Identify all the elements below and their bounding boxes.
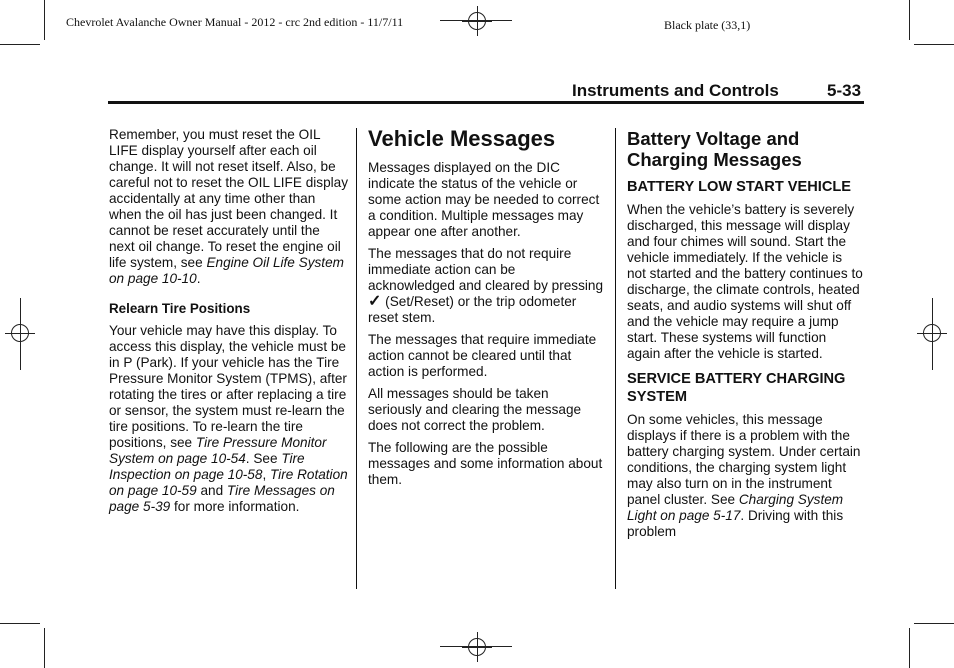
- column-1: [109, 127, 349, 521]
- crop-mark: [44, 0, 45, 40]
- crop-mark: [909, 0, 910, 40]
- column-3: [627, 128, 863, 546]
- cross-reference: Tire Messages on page 5-39: [109, 483, 335, 514]
- crop-mark: [909, 628, 910, 668]
- column-divider: [615, 128, 616, 589]
- paragraph: The messages that do not require immediate action can be acknowledged and cleared by pressing ✓ (Set/Reset) or the trip odometer reset stem.: [368, 246, 604, 325]
- battery-voltage-heading: Battery Voltage and Charging Messages: [627, 128, 802, 170]
- header-rule: [108, 101, 864, 104]
- paragraph: On some vehicles, this message displays if there is a problem with the battery charging system. Under certain conditions, the charging system light may also turn on in the instrument panel cluster. See Charging System Light on page 5-17. Driving with this problem: [627, 412, 861, 539]
- column-2: [368, 126, 604, 494]
- paragraph: All messages should be taken seriously and clearing the message does not correct the problem.: [368, 386, 582, 433]
- paragraph: The following are the possible messages and some information about them.: [368, 440, 603, 487]
- manual-title: Chevrolet Avalanche Owner Manual - 2012 - crc 2nd edition - 11/7/11: [66, 15, 404, 29]
- vehicle-messages-heading: Vehicle Messages: [368, 126, 556, 151]
- plate-label: Black plate (33,1): [664, 18, 751, 32]
- crop-mark: [44, 628, 45, 668]
- crop-mark: [0, 44, 40, 45]
- paragraph: Messages displayed on the DIC indicate the status of the vehicle or some action may be needed to correct a condition. Multiple messages may appear one after another.: [368, 160, 600, 239]
- battery-low-heading: BATTERY LOW START VEHICLE: [627, 179, 852, 195]
- page-number: 5-33: [827, 81, 862, 100]
- cross-reference: Tire Pressure Monitor System on page 10-54: [109, 435, 327, 466]
- cross-reference: Charging System Light on page 5-17: [627, 492, 844, 523]
- checkmark-icon: ✓: [368, 293, 382, 310]
- service-battery-heading: SERVICE BATTERY CHARGING SYSTEM: [627, 371, 846, 405]
- relearn-tire-paragraph: Your vehicle may have this display. To access this display, the vehicle must be in P (Park). If your vehicle has the Tire Pressure Monitor System (TPMS), after rotating the tires or after replacing a tire or sensor, the system must re-learn the tire positions. To re-learn the tire positions, see Tire Pressure Monitor System on page 10-54. See Tire Inspection on page 10-58, Tire Rotation on page 10-59 and Tire Messages on page 5-39 for more information.: [109, 323, 348, 514]
- oil-life-paragraph: Remember, you must reset the OIL LIFE display yourself after each oil change. It will not reset itself. Also, be careful not to reset the OIL LIFE display accidentally at any time other than when the oil has just been changed. It cannot be reset accurately until the next oil change. To reset the engine oil life system, see Engine Oil Life System on page 10-10.: [109, 127, 349, 286]
- registration-line: [440, 646, 512, 647]
- registration-line: [440, 20, 512, 21]
- registration-line: [20, 298, 21, 370]
- section-title: Instruments and Controls: [572, 81, 779, 100]
- paragraph: When the vehicle’s battery is severely discharged, this message will display and four chimes will sound. Start the vehicle immediately. If the vehicle is not started and the battery continues to discharge, the climate controls, heated seats, and audio systems will shut off and the vehicle may require a jump start. These systems will function again after the vehicle is started.: [627, 202, 863, 361]
- relearn-tire-heading: Relearn Tire Positions: [109, 301, 251, 316]
- cross-reference: Tire Rotation on page 10-59: [109, 467, 348, 498]
- column-divider: [356, 128, 357, 589]
- crop-mark: [914, 44, 954, 45]
- crop-mark: [0, 623, 40, 624]
- crop-mark: [914, 623, 954, 624]
- registration-line: [932, 298, 933, 370]
- paragraph: The messages that require immediate action cannot be cleared until that action is performed.: [368, 332, 597, 379]
- cross-reference: Tire Inspection on page 10-58: [109, 451, 305, 482]
- cross-reference: Engine Oil Life System on page 10-10: [109, 255, 344, 286]
- registration-mark-bottom: [462, 632, 492, 662]
- registration-mark-top: [462, 6, 492, 36]
